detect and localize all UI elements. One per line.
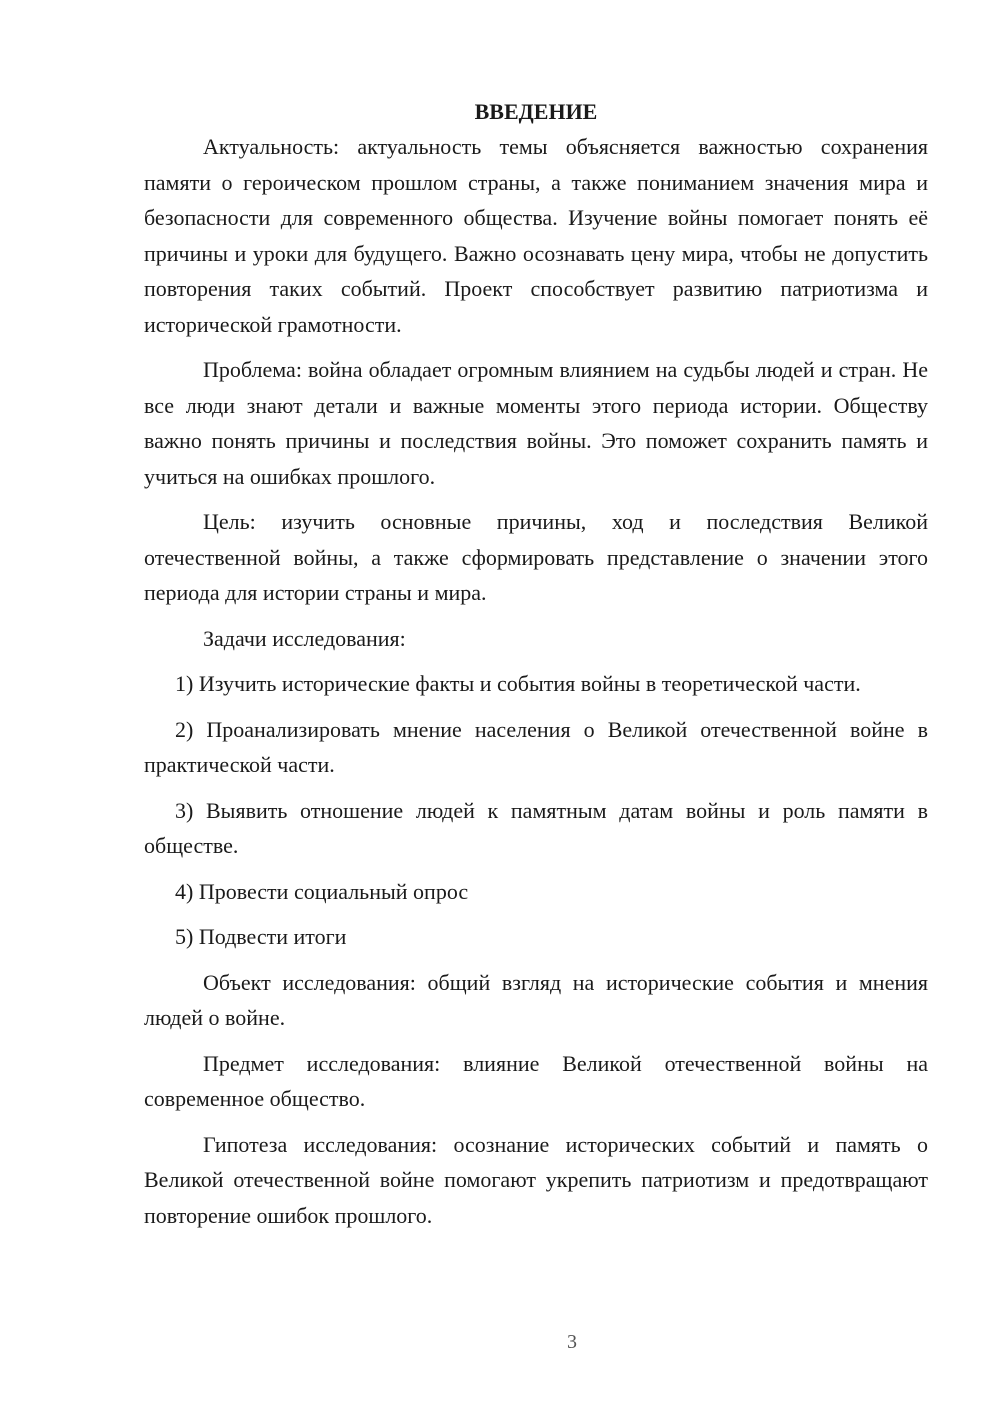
paragraph-relevance: Актуальность: актуальность темы объясняется важностью сохранения памяти о героическом прошлом страны, а также пониманием значения мира и безопасности для современного общества. Изучение войны помогает понять её причины и уроки для будущего. Важно осознавать цену мира, чтобы не допустить повторения таких событий. Проект способствует развитию патриотизма и исторической грамотности. — [144, 134, 928, 337]
task-item: 5) Подвести итоги — [175, 924, 347, 949]
paragraph-object: Объект исследования: общий взгляд на исторические события и мнения людей о войне. — [144, 969, 928, 1030]
page-number: 3 — [567, 1331, 577, 1353]
tasks-heading: Задачи исследования: — [203, 625, 406, 651]
paragraph-goal: Цель: изучить основные причины, ход и последствия Великой отечественной войны, а также сформировать представление о значении этого периода для истории страны и мира. — [144, 509, 928, 605]
paragraph-problem: Проблема: война обладает огромным влиянием на судьбы людей и стран. Не все люди знают детали и важные моменты этого периода истории. Обществу важно понять причины и последствия войны. Это поможет сохранить память и учиться на ошибках прошлого. — [144, 357, 928, 489]
task-item: 2) Проанализировать мнение населения о Великой отечественной войне в практической части. — [144, 716, 928, 777]
paragraph-hypothesis: Гипотеза исследования: осознание исторических событий и память о Великой отечественной войне помогают укрепить патриотизм и предотвращают повторение ошибок прошлого. — [144, 1131, 928, 1228]
task-item: 3) Выявить отношение людей к памятным датам войны и роль памяти в обществе. — [144, 797, 928, 858]
paragraph-subject: Предмет исследования: влияние Великой отечественной войны на современное общество. — [144, 1050, 928, 1111]
page-title: ВВЕДЕНИЕ — [474, 99, 598, 124]
task-item: 4) Провести социальный опрос — [175, 878, 469, 904]
task-item: 1) Изучить исторические факты и события войны в теоретической части. — [175, 671, 861, 696]
tasks-list — [144, 666, 928, 955]
document-page — [144, 94, 928, 1243]
